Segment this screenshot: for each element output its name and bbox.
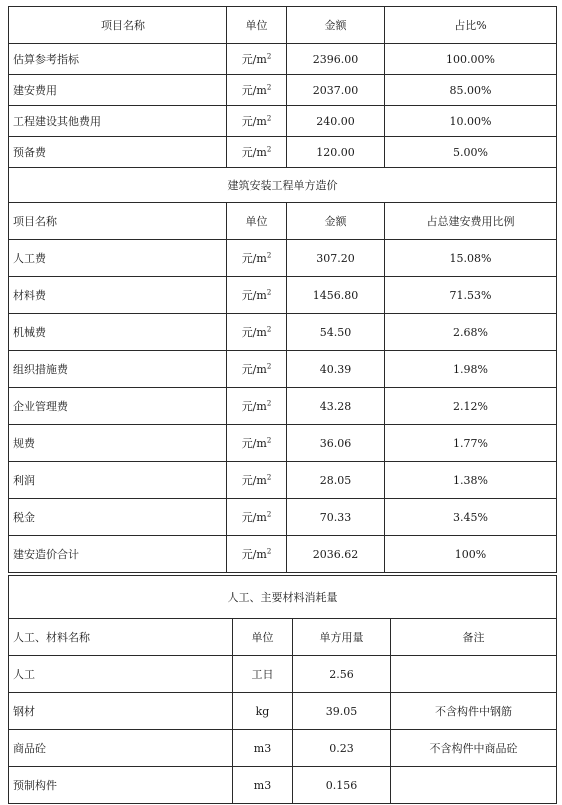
section-title: 建筑安装工程单方造价 [9,168,557,203]
unit-superscript: 2 [266,52,272,61]
unit-superscript: 2 [266,114,272,123]
table-header-row [9,203,557,240]
unit-superscript: 2 [266,547,272,556]
item-amount: 2037.00 [287,75,385,106]
unit-text: 元/m [241,474,267,487]
unit-superscript: 2 [266,145,272,154]
unit-superscript: 2 [266,473,272,482]
item-ratio: 15.08% [385,240,557,277]
unit-text: 元/m [241,84,267,97]
table-row [9,75,557,106]
item-amount: 28.05 [287,462,385,499]
item-name: 工程建设其他费用 [9,106,227,137]
material-name: 商品砼 [9,730,233,767]
table-row [9,388,557,425]
material-unit [233,730,293,767]
unit-text: 元/m [241,252,267,265]
material-quantity: 39.05 [293,693,391,730]
item-unit [227,425,287,462]
table-row [9,137,557,168]
column-header-ratio: 占总建安费用比例 [385,203,557,240]
unit-superscript: 2 [266,325,272,334]
unit-text: m3 [253,741,272,755]
item-name: 估算参考指标 [9,44,227,75]
table-row [9,425,557,462]
item-name: 企业管理费 [9,388,227,425]
unit-superscript: 2 [266,83,272,92]
column-header-quantity: 单方用量 [293,619,391,656]
unit-superscript: 2 [266,251,272,260]
item-name: 税金 [9,499,227,536]
cost-estimate-table [8,6,557,573]
column-header-name: 人工、材料名称 [9,619,233,656]
table-header-row [9,619,557,656]
column-header-unit: 单位 [233,619,293,656]
item-amount: 240.00 [287,106,385,137]
material-unit [233,656,293,693]
unit-text: 元/m [241,511,267,524]
material-quantity: 0.156 [293,767,391,804]
item-amount: 40.39 [287,351,385,388]
material-note [391,767,557,804]
unit-text: m3 [253,778,272,792]
unit-text: kg [255,704,270,718]
item-name: 材料费 [9,277,227,314]
unit-text: 元/m [241,146,267,159]
unit-superscript: 2 [266,288,272,297]
table-row [9,656,557,693]
item-amount: 43.28 [287,388,385,425]
item-name: 预备费 [9,137,227,168]
item-amount: 307.20 [287,240,385,277]
item-ratio: 71.53% [385,277,557,314]
material-note: 不含构件中商品砼 [391,730,557,767]
column-header-amount: 金额 [287,7,385,44]
material-note: 不含构件中钢筋 [391,693,557,730]
unit-text: 元/m [241,53,267,66]
item-ratio: 1.98% [385,351,557,388]
item-ratio: 1.38% [385,462,557,499]
material-name: 人工 [9,656,233,693]
unit-text: 元/m [241,289,267,302]
item-ratio: 10.00% [385,106,557,137]
item-unit [227,351,287,388]
column-header-unit: 单位 [227,203,287,240]
unit-text: 元/m [241,437,267,450]
material-quantity: 0.23 [293,730,391,767]
item-ratio: 3.45% [385,499,557,536]
unit-text: 元/m [241,400,267,413]
table-row [9,499,557,536]
table-row [9,693,557,730]
item-unit [227,137,287,168]
column-header-ratio: 占比% [385,7,557,44]
item-ratio: 100.00% [385,44,557,75]
item-ratio: 2.68% [385,314,557,351]
item-unit [227,106,287,137]
unit-superscript: 2 [266,362,272,371]
unit-superscript: 2 [266,510,272,519]
item-unit [227,314,287,351]
item-unit [227,499,287,536]
item-amount: 54.50 [287,314,385,351]
item-name: 组织措施费 [9,351,227,388]
item-name: 规费 [9,425,227,462]
item-ratio: 2.12% [385,388,557,425]
unit-superscript: 2 [266,399,272,408]
column-header-note: 备注 [391,619,557,656]
item-name: 人工费 [9,240,227,277]
unit-text: 工日 [251,668,274,681]
table-row [9,730,557,767]
item-unit [227,462,287,499]
item-amount: 70.33 [287,499,385,536]
table-row [9,767,557,804]
item-unit [227,75,287,106]
item-amount: 1456.80 [287,277,385,314]
table-row [9,106,557,137]
unit-text: 元/m [241,363,267,376]
column-header-unit: 单位 [227,7,287,44]
table-header-row [9,7,557,44]
material-quantity: 2.56 [293,656,391,693]
unit-text: 元/m [241,548,267,561]
item-unit [227,240,287,277]
table-row [9,462,557,499]
item-name: 建安造价合计 [9,536,227,573]
material-unit [233,767,293,804]
column-header-name: 项目名称 [9,7,227,44]
item-name: 建安费用 [9,75,227,106]
material-note [391,656,557,693]
item-unit [227,536,287,573]
item-ratio: 85.00% [385,75,557,106]
item-unit [227,277,287,314]
table-title: 人工、主要材料消耗量 [9,576,557,619]
item-unit [227,44,287,75]
table-title-row [9,576,557,619]
unit-text: 元/m [241,115,267,128]
item-ratio: 1.77% [385,425,557,462]
table-row [9,277,557,314]
section-title-row [9,168,557,203]
item-amount: 36.06 [287,425,385,462]
material-unit [233,693,293,730]
labor-material-consumption-table [8,575,557,804]
item-ratio: 5.00% [385,137,557,168]
item-name: 利润 [9,462,227,499]
table-row [9,536,557,573]
table-row [9,351,557,388]
item-unit [227,388,287,425]
column-header-name: 项目名称 [9,203,227,240]
item-name: 机械费 [9,314,227,351]
item-amount: 2396.00 [287,44,385,75]
table-row [9,314,557,351]
table-row [9,44,557,75]
material-name: 钢材 [9,693,233,730]
unit-text: 元/m [241,326,267,339]
item-amount: 120.00 [287,137,385,168]
item-amount: 2036.62 [287,536,385,573]
item-ratio: 100% [385,536,557,573]
material-name: 预制构件 [9,767,233,804]
column-header-amount: 金额 [287,203,385,240]
unit-superscript: 2 [266,436,272,445]
table-row [9,240,557,277]
